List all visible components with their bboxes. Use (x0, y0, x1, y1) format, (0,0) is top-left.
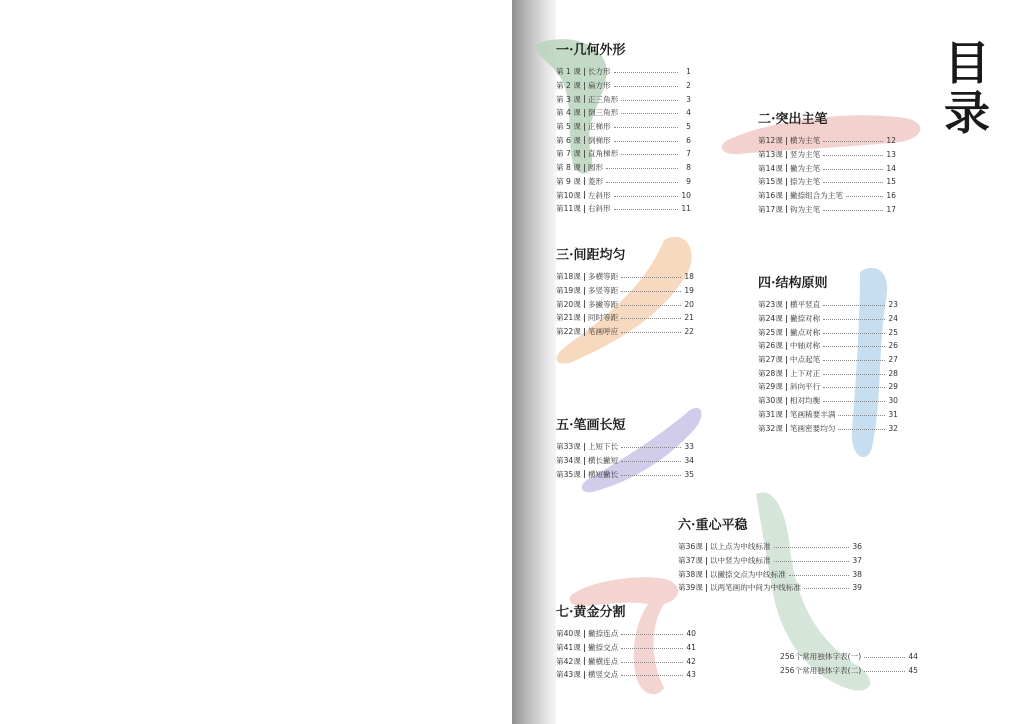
dot-leader (864, 657, 905, 658)
section-1 (556, 42, 691, 216)
lesson-title: 右斜形 (587, 204, 611, 214)
lesson-number: 第22课 (556, 327, 581, 337)
separator-bar (706, 557, 707, 565)
dot-leader (621, 447, 681, 448)
lesson-number: 第38课 (678, 569, 703, 579)
lesson-number: 第 1 课 (556, 67, 581, 77)
separator-bar (786, 383, 787, 391)
dot-leader (823, 210, 883, 211)
lesson-number: 第 7 课 (556, 149, 581, 159)
dot-leader (823, 319, 885, 320)
lesson-number: 第28课 (758, 368, 783, 378)
lesson-row[interactable] (556, 92, 691, 106)
lesson-row[interactable] (556, 454, 694, 468)
dot-leader (823, 305, 885, 306)
lesson-title: 直角梯形 (587, 149, 619, 159)
page-number: 18 (684, 272, 694, 282)
page-number: 41 (686, 643, 696, 653)
lesson-row[interactable] (758, 339, 898, 353)
lesson-title: 撇横连点 (587, 656, 619, 666)
dot-leader (823, 401, 885, 402)
lesson-number: 第35课 (556, 469, 581, 479)
separator-bar (584, 95, 585, 103)
dot-leader (621, 634, 683, 635)
lesson-row[interactable] (758, 366, 898, 380)
separator-bar (584, 82, 585, 90)
lesson-row[interactable] (556, 161, 691, 175)
dot-leader (621, 662, 683, 663)
lesson-number: 第43课 (556, 670, 581, 680)
separator-bar (786, 410, 787, 418)
dot-leader (823, 155, 883, 156)
dot-leader (823, 360, 885, 361)
separator-bar (584, 300, 585, 308)
lesson-title: 多撇等距 (587, 299, 619, 309)
dot-leader (614, 127, 678, 128)
lesson-row[interactable] (758, 175, 896, 189)
separator-bar (706, 584, 707, 592)
lesson-number: 第37课 (678, 556, 703, 566)
dot-leader (838, 415, 885, 416)
dot-leader (621, 648, 683, 649)
page-number: 39 (852, 583, 862, 593)
separator-bar (786, 328, 787, 336)
lesson-row[interactable] (556, 467, 694, 481)
dot-leader (823, 333, 885, 334)
lesson-number: 第 4 课 (556, 108, 581, 118)
lesson-title: 菱形 (587, 176, 604, 186)
lesson-title: 笔画稀要丰满 (789, 409, 836, 419)
page-number: 37 (852, 556, 862, 566)
lesson-title: 笔画呼应 (587, 327, 619, 337)
lesson-list (556, 627, 696, 682)
lesson-title: 捺为主笔 (789, 177, 821, 187)
page-number: 29 (888, 382, 898, 392)
page-number: 34 (684, 456, 694, 466)
lesson-row[interactable] (758, 134, 896, 148)
lesson-row[interactable] (758, 189, 896, 203)
page-number: 15 (886, 177, 896, 187)
lesson-number: 第 3 课 (556, 94, 581, 104)
lesson-list (678, 540, 862, 595)
section-7 (556, 604, 696, 682)
separator-bar (584, 671, 585, 679)
lesson-title: 钩为主笔 (789, 204, 821, 214)
page-number: 3 (686, 94, 691, 104)
lesson-title: 撇点对称 (789, 327, 821, 337)
lesson-title: 横短撇长 (587, 469, 619, 479)
separator-bar (584, 287, 585, 295)
dot-leader (606, 182, 678, 183)
section-heading: 四·结构原则 (758, 276, 828, 291)
separator-bar (584, 644, 585, 652)
lesson-number: 第16课 (758, 191, 783, 201)
lesson-row[interactable] (758, 394, 898, 408)
dot-leader (621, 100, 678, 101)
section-5 (556, 417, 694, 481)
separator-bar (584, 123, 585, 131)
section-heading: 一·几何外形 (556, 43, 626, 58)
page-number: 28 (888, 368, 898, 378)
lesson-number: 第 6 课 (556, 135, 581, 145)
separator-bar (584, 177, 585, 185)
lesson-title: 以撇捺交点为中线标准 (709, 569, 786, 579)
lesson-number: 第15课 (758, 177, 783, 187)
lesson-row[interactable] (780, 650, 918, 664)
separator-bar (786, 151, 787, 159)
lesson-title: 以中竖为中线标准 (709, 556, 771, 566)
lesson-row[interactable] (556, 79, 691, 93)
separator-bar (584, 191, 585, 199)
page-number: 21 (684, 313, 694, 323)
lesson-title: 撇捺对称 (789, 314, 821, 324)
lesson-number: 第25课 (758, 327, 783, 337)
lesson-list (556, 440, 694, 481)
lesson-number: 第21课 (556, 313, 581, 323)
separator-bar (584, 68, 585, 76)
lesson-list (780, 650, 918, 677)
lesson-title: 相对均衡 (789, 396, 821, 406)
lesson-row[interactable] (556, 311, 694, 325)
lesson-title: 多横等距 (587, 272, 619, 282)
page-number: 6 (686, 135, 691, 145)
lesson-number: 第30课 (758, 396, 783, 406)
dot-leader (614, 209, 678, 210)
lesson-title: 撇捺连点 (587, 629, 619, 639)
lesson-title: 同时等距 (587, 313, 619, 323)
dot-leader (621, 154, 678, 155)
lesson-title: 斜向平行 (789, 382, 821, 392)
lesson-title: 多竖等距 (587, 286, 619, 296)
dot-leader (864, 671, 905, 672)
separator-bar (786, 164, 787, 172)
lesson-row[interactable] (678, 581, 862, 595)
page-number: 43 (686, 670, 696, 680)
section-3 (556, 247, 694, 338)
lesson-title: 长方形 (587, 67, 611, 77)
separator-bar (786, 205, 787, 213)
separator-bar (584, 314, 585, 322)
page-number: 11 (681, 204, 691, 214)
dot-leader (804, 588, 849, 589)
dot-leader (621, 675, 683, 676)
lesson-title: 上下对正 (789, 368, 821, 378)
lesson-row[interactable] (556, 668, 696, 682)
lesson-row[interactable] (758, 353, 898, 367)
page-number: 23 (888, 300, 898, 310)
lesson-row[interactable] (556, 106, 691, 120)
separator-bar (584, 457, 585, 465)
page-number: 22 (684, 327, 694, 337)
lesson-number: 第23课 (758, 300, 783, 310)
lesson-list (758, 134, 896, 216)
lesson-row[interactable] (556, 133, 691, 147)
lesson-title: 中点起笔 (789, 355, 821, 365)
page-number: 1 (686, 67, 691, 77)
separator-bar (786, 342, 787, 350)
separator-bar (584, 443, 585, 451)
dot-leader (621, 113, 678, 114)
lesson-row[interactable] (758, 148, 896, 162)
page-number: 8 (686, 163, 691, 173)
lesson-number: 第 8 课 (556, 163, 581, 173)
lesson-title: 横长撇短 (587, 456, 619, 466)
lesson-title: 撇为主笔 (789, 163, 821, 173)
page-number: 10 (681, 190, 691, 200)
dot-leader (621, 318, 681, 319)
lesson-row[interactable] (758, 325, 898, 339)
lesson-title: 左斜形 (587, 190, 611, 200)
lesson-number: 第42课 (556, 656, 581, 666)
lesson-number: 第10课 (556, 190, 581, 200)
lesson-row[interactable] (556, 627, 696, 641)
separator-bar (584, 328, 585, 336)
page-number: 40 (686, 629, 696, 639)
lesson-row[interactable] (758, 202, 896, 216)
lesson-row[interactable] (678, 554, 862, 568)
dot-leader (614, 72, 678, 73)
separator-bar (584, 164, 585, 172)
section-heading: 六·重心平稳 (678, 518, 748, 533)
page-number: 42 (686, 656, 696, 666)
lesson-row[interactable] (556, 147, 691, 161)
lesson-row[interactable] (556, 270, 694, 284)
page-number: 26 (888, 341, 898, 351)
lesson-row[interactable] (556, 325, 694, 339)
lesson-title: 上短下长 (587, 442, 619, 452)
separator-bar (584, 630, 585, 638)
lesson-row[interactable] (780, 664, 918, 678)
lesson-number: 第32课 (758, 423, 783, 433)
dot-leader (823, 374, 885, 375)
separator-bar (584, 657, 585, 665)
section-heading: 七·黄金分割 (556, 605, 626, 620)
separator-bar (706, 570, 707, 578)
lesson-number: 第26课 (758, 341, 783, 351)
lesson-number: 第 2 课 (556, 81, 581, 91)
separator-bar (584, 273, 585, 281)
page-number: 38 (852, 569, 862, 579)
lesson-title: 256个常用独体字表(一) (780, 652, 862, 662)
lesson-title: 正三角形 (587, 94, 619, 104)
page-number: 27 (888, 355, 898, 365)
dot-leader (823, 141, 883, 142)
lesson-title: 256个常用独体字表(二) (780, 666, 862, 676)
separator-bar (786, 397, 787, 405)
lesson-row[interactable] (758, 408, 898, 422)
lesson-title: 中轴对称 (789, 341, 821, 351)
lesson-row[interactable] (758, 380, 898, 394)
page-number: 4 (686, 108, 691, 118)
page-number: 25 (888, 327, 898, 337)
dot-leader (823, 169, 883, 170)
lesson-number: 第40课 (556, 629, 581, 639)
page-number: 16 (886, 191, 896, 201)
lesson-number: 第31课 (758, 409, 783, 419)
section-heading: 二·突出主笔 (758, 112, 828, 127)
dot-leader (621, 291, 681, 292)
lesson-title: 撇捺交点 (587, 643, 619, 653)
dot-leader (621, 332, 681, 333)
page-number: 24 (888, 314, 898, 324)
dot-leader (606, 168, 678, 169)
lesson-list (758, 298, 898, 435)
toc-title-char-1: 目 (944, 36, 990, 90)
separator-bar (786, 301, 787, 309)
section-heading: 五·笔画长短 (556, 418, 626, 433)
lesson-row[interactable] (556, 65, 691, 79)
page-number: 13 (886, 150, 896, 160)
dot-leader (846, 196, 883, 197)
dot-leader (774, 547, 849, 548)
lesson-number: 第12课 (758, 136, 783, 146)
lesson-row[interactable] (556, 188, 691, 202)
separator-bar (786, 424, 787, 432)
page-number: 2 (686, 81, 691, 91)
toc-title-char-2: 录 (944, 86, 990, 140)
page-number: 44 (908, 652, 918, 662)
lesson-number: 第36课 (678, 542, 703, 552)
page-number: 31 (888, 409, 898, 419)
lesson-title: 正梯形 (587, 122, 611, 132)
separator-bar (786, 137, 787, 145)
dot-leader (621, 475, 681, 476)
separator-bar (584, 205, 585, 213)
lesson-number: 第 9 课 (556, 176, 581, 186)
lesson-row[interactable] (556, 440, 694, 454)
lesson-list (556, 65, 691, 216)
separator-bar (786, 315, 787, 323)
lesson-number: 第11课 (556, 204, 581, 214)
separator-bar (786, 356, 787, 364)
lesson-title: 以上点为中线标准 (709, 542, 771, 552)
page-number: 33 (684, 442, 694, 452)
lesson-row[interactable] (556, 641, 696, 655)
lesson-number: 第24课 (758, 314, 783, 324)
lesson-title: 倒三角形 (587, 108, 619, 118)
lesson-row[interactable] (678, 567, 862, 581)
page-number: 5 (686, 122, 691, 132)
dot-leader (621, 277, 681, 278)
lesson-number: 第29课 (758, 382, 783, 392)
lesson-number: 第20课 (556, 299, 581, 309)
page-number: 35 (684, 469, 694, 479)
page-number: 32 (888, 423, 898, 433)
lesson-title: 笔画密要均匀 (789, 423, 836, 433)
lesson-title: 竖为主笔 (789, 150, 821, 160)
dot-leader (838, 429, 885, 430)
separator-bar (584, 109, 585, 117)
page-number: 36 (852, 542, 862, 552)
toc-title (942, 38, 992, 138)
lesson-title: 倒梯形 (587, 135, 611, 145)
dot-leader (621, 461, 681, 462)
lesson-title: 横平竖直 (789, 300, 821, 310)
page-number: 19 (684, 286, 694, 296)
page-number: 9 (686, 176, 691, 186)
lesson-number: 第34课 (556, 456, 581, 466)
separator-bar (584, 150, 585, 158)
lesson-number: 第39课 (678, 583, 703, 593)
page-number: 20 (684, 299, 694, 309)
lesson-row[interactable] (556, 654, 696, 668)
lesson-row[interactable] (556, 120, 691, 134)
lesson-title: 横为主笔 (789, 136, 821, 146)
lesson-title: 撇捺组合为主笔 (789, 191, 844, 201)
section-6 (678, 517, 862, 595)
dot-leader (823, 346, 885, 347)
lesson-row[interactable] (758, 312, 898, 326)
lesson-number: 第41课 (556, 643, 581, 653)
page-number: 30 (888, 396, 898, 406)
dot-leader (621, 305, 681, 306)
page-number: 14 (886, 163, 896, 173)
lesson-number: 第27课 (758, 355, 783, 365)
lesson-row[interactable] (556, 175, 691, 189)
lesson-number: 第19课 (556, 286, 581, 296)
lesson-number: 第 5 课 (556, 122, 581, 132)
lesson-number: 第18课 (556, 272, 581, 282)
section-heading: 三·间距均匀 (556, 248, 626, 263)
page-number: 12 (886, 136, 896, 146)
separator-bar (706, 543, 707, 551)
dot-leader (614, 86, 678, 87)
lesson-title: 以两笔画的中间为中线标准 (709, 583, 801, 593)
page-number: 45 (908, 666, 918, 676)
lesson-row[interactable] (556, 284, 694, 298)
lesson-row[interactable] (758, 421, 898, 435)
section-4 (758, 275, 898, 435)
lesson-number: 第13课 (758, 150, 783, 160)
lesson-number: 第33课 (556, 442, 581, 452)
dot-leader (614, 141, 678, 142)
separator-bar (786, 192, 787, 200)
section-2 (758, 111, 896, 216)
dot-leader (614, 196, 678, 197)
page-number: 17 (886, 204, 896, 214)
separator-bar (786, 178, 787, 186)
lesson-row[interactable] (556, 297, 694, 311)
dot-leader (789, 575, 849, 576)
lesson-row[interactable] (758, 161, 896, 175)
page-number: 7 (686, 149, 691, 159)
lesson-number: 第14课 (758, 163, 783, 173)
dot-leader (823, 182, 883, 183)
lesson-row[interactable] (678, 540, 862, 554)
lesson-list (556, 270, 694, 338)
lesson-number: 第17课 (758, 204, 783, 214)
lesson-title: 扁方形 (587, 81, 611, 91)
separator-bar (584, 470, 585, 478)
lesson-title: 横竖交点 (587, 670, 619, 680)
lesson-row[interactable] (556, 202, 691, 216)
dot-leader (774, 561, 849, 562)
lesson-title: 圆形 (587, 163, 604, 173)
lesson-row[interactable] (758, 298, 898, 312)
dot-leader (823, 387, 885, 388)
section-appendix (780, 650, 918, 677)
separator-bar (786, 369, 787, 377)
separator-bar (584, 136, 585, 144)
